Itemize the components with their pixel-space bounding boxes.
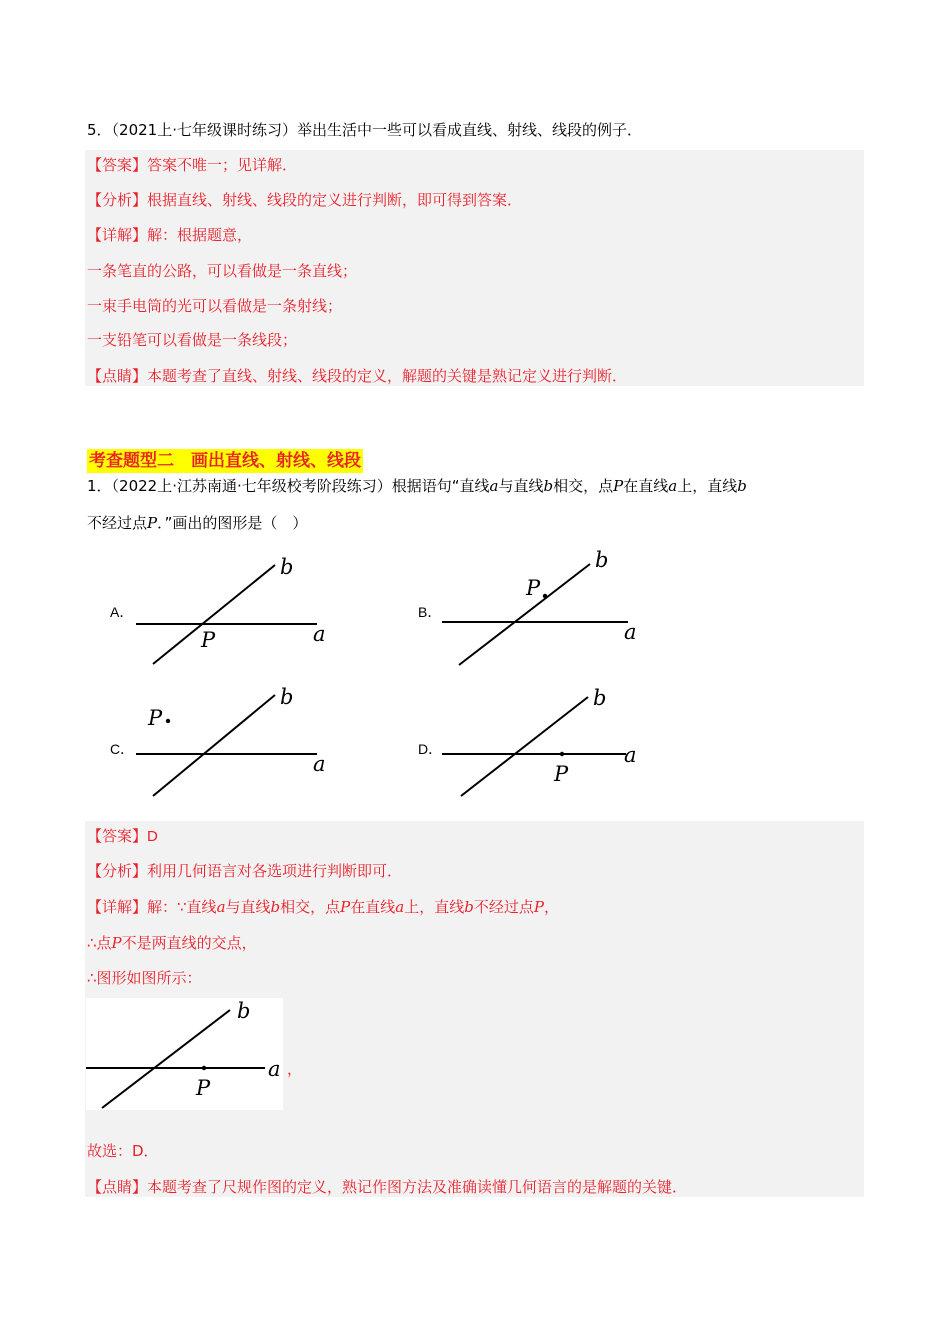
- label-b: b: [595, 548, 609, 572]
- point-p: [543, 594, 547, 598]
- option-b-label[interactable]: B．: [418, 604, 442, 620]
- line-b: [102, 1010, 230, 1108]
- analysis-tag: 【分析】: [87, 191, 148, 209]
- answer-tag: 【答案】: [87, 156, 148, 174]
- option-a-label[interactable]: A．: [110, 604, 134, 620]
- label-b: b: [280, 685, 294, 709]
- point-p: [560, 752, 564, 756]
- q5-detail-line-3: 一支铅笔可以看做是一条线段；: [87, 331, 298, 349]
- label-b: b: [280, 555, 294, 579]
- q1-stem-line-2: [87, 513, 307, 533]
- var-a: a: [668, 477, 678, 495]
- detail-text: 上，直线: [404, 898, 465, 916]
- analysis-text: 根据直线、射线、线段的定义进行判断，即可得到答案．: [147, 191, 523, 209]
- option-a-figure[interactable]: [125, 550, 345, 675]
- detail-text: ，: [543, 898, 559, 916]
- detail-text: 解：∵直线: [147, 898, 217, 916]
- q5-comment: [87, 366, 627, 386]
- label-a: a: [313, 622, 326, 646]
- label-p: P: [526, 576, 541, 600]
- section-title: 考查题型二 画出直线、射线、线段: [89, 451, 361, 471]
- q1-number: 1．: [87, 477, 112, 495]
- label-b: b: [593, 686, 607, 710]
- var-b: b: [737, 477, 747, 495]
- label-p: P: [201, 628, 216, 652]
- detail-tag: 【详解】: [87, 226, 148, 244]
- q5-analysis: [87, 190, 522, 210]
- q1-comment: [87, 1177, 687, 1197]
- q1-stem-line-1: [87, 476, 747, 496]
- line-b: [153, 695, 275, 796]
- label-a: a: [624, 743, 637, 767]
- var-p: P: [111, 934, 122, 952]
- q5-detail-line-2: 一束手电筒的光可以看做是一条射线；: [87, 297, 343, 315]
- label-p: P: [196, 1076, 211, 1100]
- q1-stem-text: 与直线: [498, 477, 544, 495]
- detail-text: 在直线: [350, 898, 396, 916]
- answer-tag: 【答案】: [87, 827, 148, 845]
- label-a: a: [313, 752, 326, 776]
- var-a: a: [216, 898, 226, 916]
- q1-stem-text: 根据语句“直线: [391, 477, 490, 495]
- detail-text: 解：根据题意，: [147, 226, 253, 244]
- label-a: a: [268, 1057, 281, 1081]
- var-b: b: [464, 898, 474, 916]
- analysis-text: 利用几何语言对各选项进行判断即可．: [147, 862, 403, 880]
- label-a: a: [624, 620, 637, 644]
- q1-analysis: [87, 861, 402, 881]
- q1-therefore-1: [87, 933, 257, 953]
- option-b-figure[interactable]: [433, 545, 653, 670]
- q1-stem-text: 不经过点: [87, 514, 148, 532]
- option-c-figure[interactable]: [125, 680, 345, 805]
- label-p: P: [554, 762, 569, 786]
- var-b: b: [270, 898, 281, 916]
- line-b: [461, 697, 588, 796]
- var-b: b: [543, 477, 554, 495]
- comment-tag: 【点睛】: [87, 367, 148, 385]
- q1-stem-text: ．”画出的图形是（ ）: [157, 514, 308, 532]
- q1-stem-text: 在直线: [623, 477, 669, 495]
- answer-text: 答案不唯一；见详解．: [147, 156, 298, 174]
- answer-figure: [86, 998, 283, 1110]
- detail-tag: 【详解】: [87, 898, 148, 916]
- var-p: P: [613, 477, 624, 495]
- point-p: [202, 1066, 206, 1070]
- detail-text: ∴点: [87, 934, 112, 952]
- answer-text: D: [147, 828, 158, 845]
- var-a: a: [489, 477, 499, 495]
- detail-text: 不是两直线的交点，: [121, 934, 257, 952]
- var-p: P: [147, 514, 158, 532]
- detail-text: 相交，点: [280, 898, 341, 916]
- option-d-label[interactable]: D．: [418, 741, 443, 757]
- analysis-tag: 【分析】: [87, 862, 148, 880]
- answer-figure-comma: ，: [287, 1060, 303, 1078]
- var-a: a: [395, 898, 405, 916]
- q1-stem-text: 相交，点: [553, 477, 614, 495]
- q5-source: （2021上·七年级课时练习）: [111, 121, 297, 139]
- q5-answer: [87, 155, 297, 175]
- q5-question: [87, 120, 642, 140]
- point-p: [166, 719, 170, 723]
- label-b: b: [237, 999, 251, 1023]
- var-p: P: [533, 898, 544, 916]
- comment-text: 本题考查了尺规作图的定义，熟记作图方法及准确读懂几何语言的是解题的关键．: [147, 1178, 688, 1196]
- q1-source: （2022上·江苏南通·七年级校考阶段练习）: [111, 477, 392, 495]
- q1-detail: [87, 897, 559, 917]
- q1-choose: 故选：D．: [87, 1142, 159, 1160]
- q5-question-text: 举出生活中一些可以看成直线、射线、线段的例子．: [297, 121, 643, 139]
- q5-detail-line-1: 一条笔直的公路，可以看做是一条直线；: [87, 262, 358, 280]
- detail-text: 不经过点: [473, 898, 534, 916]
- option-d-figure[interactable]: [433, 680, 653, 805]
- q1-therefore-2: ∴图形如图所示：: [87, 969, 202, 987]
- comment-tag: 【点睛】: [87, 1178, 148, 1196]
- q5-number: 5．: [87, 121, 112, 139]
- line-b: [459, 564, 590, 665]
- var-p: P: [340, 898, 351, 916]
- q1-stem-text: 上，直线: [677, 477, 738, 495]
- q5-detail: [87, 225, 252, 245]
- option-c-label[interactable]: C．: [110, 741, 135, 757]
- detail-text: 与直线: [225, 898, 271, 916]
- label-p: P: [148, 706, 163, 730]
- q1-answer: [87, 826, 158, 847]
- comment-text: 本题考查了直线、射线、线段的定义，解题的关键是熟记定义进行判断．: [147, 367, 628, 385]
